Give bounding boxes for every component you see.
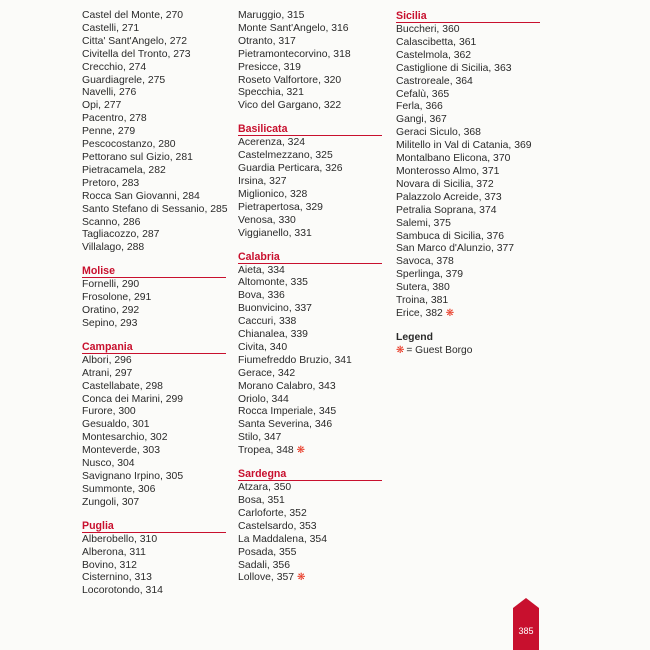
entry-text: Atzara, 350	[238, 482, 292, 494]
legend-row	[396, 344, 546, 357]
index-entry	[396, 37, 546, 50]
entry-text: Rocca San Giovanni, 284	[82, 190, 200, 202]
entry-text: Tagliacozzo, 287	[82, 229, 160, 241]
entry-text: Vico del Gargano, 322	[238, 100, 342, 112]
index-entry	[82, 458, 232, 471]
entry-text: Alberobello, 310	[82, 533, 158, 545]
index-entry	[82, 534, 232, 547]
guest-borgo-star-icon: ❋	[296, 445, 306, 457]
entry-text: Caccuri, 338	[238, 316, 297, 328]
index-entry	[82, 178, 232, 191]
section-sicilia	[396, 10, 546, 321]
index-entry	[238, 381, 388, 394]
entry-text: Sadali, 356	[238, 559, 290, 571]
index-entry	[238, 75, 388, 88]
index-entry	[238, 432, 388, 445]
entry-text: Villalago, 288	[82, 242, 145, 254]
entry-text: Penne, 279	[82, 126, 136, 138]
index-entry	[238, 36, 388, 49]
index-entry	[238, 176, 388, 189]
entry-text: Maruggio, 315	[238, 10, 305, 21]
entry-text: Erice, 382	[396, 307, 443, 319]
entry-text: Castelli, 271	[82, 22, 140, 34]
entry-text: Fiumefreddo Bruzio, 341	[238, 354, 352, 366]
entry-text: Furore, 300	[82, 406, 136, 418]
entry-text: Bovino, 312	[82, 559, 137, 571]
index-entry	[238, 329, 388, 342]
entry-text: Pettorano sul Gizio, 281	[82, 151, 193, 163]
entry-text: Pescocostanzo, 280	[82, 139, 176, 151]
entry-text: Guardia Perticara, 326	[238, 163, 343, 175]
entry-text: Savoca, 378	[396, 256, 454, 268]
entry-list	[238, 265, 388, 459]
entry-list	[238, 10, 388, 113]
entry-text: La Maddalena, 354	[238, 533, 327, 545]
index-entry	[238, 62, 388, 75]
entry-text: Sepino, 293	[82, 317, 138, 329]
entry-text: Frosolone, 291	[82, 292, 152, 304]
index-entry	[396, 282, 546, 295]
index-entry	[396, 192, 546, 205]
entry-text: Carloforte, 352	[238, 507, 307, 519]
index-entry	[238, 228, 388, 241]
index-entry	[238, 508, 388, 521]
section-heading: Sicilia	[396, 10, 540, 23]
index-entry	[82, 419, 232, 432]
entry-list	[82, 534, 232, 599]
entry-text: Castelmezzano, 325	[238, 150, 333, 162]
index-entry	[82, 229, 232, 242]
entry-text: Sutera, 380	[396, 282, 450, 294]
entry-list	[396, 24, 546, 321]
entry-text: Castel del Monte, 270	[82, 10, 184, 21]
entry-text: Gangi, 367	[396, 114, 447, 126]
entry-text: Geraci Siculo, 368	[396, 127, 481, 139]
entry-text: Presicce, 319	[238, 61, 301, 73]
entry-text: Pietracamela, 282	[82, 164, 166, 176]
entry-text: Santa Severina, 346	[238, 419, 333, 431]
index-entry	[238, 49, 388, 62]
entry-list	[238, 482, 388, 585]
index-entry	[82, 355, 232, 368]
entry-text: Specchia, 321	[238, 87, 304, 99]
index-column-1	[82, 10, 232, 598]
index-entry	[238, 534, 388, 547]
index-entry	[396, 63, 546, 76]
index-entry	[82, 126, 232, 139]
section-heading: Basilicata	[238, 123, 382, 136]
entry-text: Acerenza, 324	[238, 137, 306, 149]
entry-text: Alberona, 311	[82, 546, 146, 558]
index-entry	[82, 217, 232, 230]
entry-text: Troina, 381	[396, 295, 449, 307]
index-entry	[238, 419, 388, 432]
section-molise	[82, 265, 232, 331]
index-entry	[82, 23, 232, 36]
entry-text: Civitella del Tronto, 273	[82, 48, 191, 60]
entry-text: Navelli, 276	[82, 87, 137, 99]
entry-text: Venosa, 330	[238, 214, 296, 226]
entry-text: Summonte, 306	[82, 483, 156, 495]
index-entry	[238, 342, 388, 355]
index-entry	[238, 368, 388, 381]
legend-title: Legend	[396, 331, 433, 343]
entry-text: Oriolo, 344	[238, 393, 289, 405]
index-entry	[82, 139, 232, 152]
entry-text: Pacentro, 278	[82, 113, 147, 125]
index-entry	[82, 279, 232, 292]
entry-text: Zungoli, 307	[82, 496, 140, 508]
entry-text: Santo Stefano di Sessanio, 285	[82, 203, 228, 215]
index-entry	[396, 140, 546, 153]
index-entry	[238, 290, 388, 303]
index-entry	[396, 218, 546, 231]
index-entry	[82, 62, 232, 75]
index-entry	[82, 394, 232, 407]
entry-text: Savignano Irpino, 305	[82, 471, 184, 482]
index-entry	[82, 10, 232, 23]
entry-text: Palazzolo Acreide, 373	[396, 191, 502, 203]
index-entry	[82, 113, 232, 126]
entry-text: Sambuca di Sicilia, 376	[396, 230, 505, 242]
entry-text: Scanno, 286	[82, 216, 141, 228]
entry-text: Castiglione di Sicilia, 363	[396, 62, 512, 74]
index-entry	[396, 76, 546, 89]
index-entry	[82, 368, 232, 381]
index-entry	[238, 521, 388, 534]
index-entry	[238, 572, 388, 585]
index-entry	[82, 75, 232, 88]
index-entry	[82, 305, 232, 318]
index-entry	[396, 308, 546, 321]
index-column-3	[396, 10, 546, 357]
entry-text: Monte Sant'Angelo, 316	[238, 22, 349, 34]
index-entry	[238, 215, 388, 228]
entry-text: Salemi, 375	[396, 217, 451, 229]
entry-text: Conca dei Marini, 299	[82, 393, 184, 405]
entry-text: Chianalea, 339	[238, 329, 308, 341]
index-entry	[82, 242, 232, 255]
entry-list	[82, 355, 232, 510]
index-entry	[238, 394, 388, 407]
entry-text: Oratino, 292	[82, 305, 140, 317]
index-entry	[238, 150, 388, 163]
entry-text: Opi, 277	[82, 100, 122, 112]
index-entry	[238, 316, 388, 329]
index-entry	[238, 202, 388, 215]
entry-text: Otranto, 317	[238, 35, 296, 47]
index-entry	[82, 292, 232, 305]
entry-text: Montalbano Elicona, 370	[396, 153, 511, 165]
index-entry	[396, 24, 546, 37]
index-entry	[82, 191, 232, 204]
star-icon: ❋	[396, 344, 405, 356]
index-entry	[238, 10, 388, 23]
index-entry	[82, 585, 232, 598]
entry-text: Castroreale, 364	[396, 75, 473, 87]
index-entry	[238, 137, 388, 150]
entry-text: Tropea, 348	[238, 445, 294, 457]
entry-text: Rocca Imperiale, 345	[238, 406, 337, 418]
entry-text: Citta' Sant'Angelo, 272	[82, 35, 188, 47]
section-heading: Calabria	[238, 251, 382, 264]
section-basilicata	[238, 123, 388, 240]
entry-list	[82, 10, 232, 255]
entry-list	[238, 137, 388, 240]
entry-text: Buccheri, 360	[396, 24, 460, 35]
entry-text: Calascibetta, 361	[396, 36, 477, 48]
index-entry	[238, 189, 388, 202]
entry-text: Montesarchio, 302	[82, 432, 168, 444]
entry-text: Castelmola, 362	[396, 49, 472, 61]
section-puglia	[82, 520, 232, 599]
entry-text: Lollove, 357	[238, 572, 295, 584]
section-heading: Campania	[82, 341, 226, 354]
index-entry	[238, 445, 388, 458]
index-entry	[238, 406, 388, 419]
index-entry	[82, 471, 232, 484]
index-entry	[396, 114, 546, 127]
index-entry	[82, 560, 232, 573]
index-entry	[396, 166, 546, 179]
index-entry	[238, 265, 388, 278]
index-entry	[396, 89, 546, 102]
index-entry	[82, 87, 232, 100]
index-entry	[396, 295, 546, 308]
index-entry	[238, 547, 388, 560]
index-entry	[82, 165, 232, 178]
index-entry	[238, 560, 388, 573]
index-entry	[396, 269, 546, 282]
index-entry	[82, 49, 232, 62]
index-entry	[82, 204, 232, 217]
index-entry	[238, 495, 388, 508]
entry-text: Monterosso Almo, 371	[396, 165, 500, 177]
entry-text: Pietrapertosa, 329	[238, 201, 323, 213]
entry-text: Castellabate, 298	[82, 380, 163, 392]
legend-label: = Guest Borgo	[406, 344, 473, 356]
entry-text: Fornelli, 290	[82, 279, 140, 291]
entry-text: Sperlinga, 379	[396, 269, 464, 281]
index-entry	[396, 231, 546, 244]
entry-text: Nusco, 304	[82, 458, 135, 470]
index-entry	[238, 100, 388, 113]
entry-text: Morano Calabro, 343	[238, 380, 336, 392]
entry-text: Monteverde, 303	[82, 445, 160, 457]
entry-text: Castelsardo, 353	[238, 520, 317, 532]
section-heading: Molise	[82, 265, 226, 278]
entry-text: Irsina, 327	[238, 175, 287, 187]
index-entry	[238, 482, 388, 495]
index-entry	[238, 163, 388, 176]
index-entry	[396, 153, 546, 166]
section-campania	[82, 341, 232, 510]
entry-text: Militello in Val di Catania, 369	[396, 140, 532, 152]
index-entry	[82, 547, 232, 560]
index-entry	[82, 152, 232, 165]
entry-text: Ferla, 366	[396, 101, 443, 113]
page-number: 385	[518, 626, 534, 636]
index-entry	[396, 256, 546, 269]
index-entry	[396, 127, 546, 140]
index-entry	[82, 381, 232, 394]
index-entry	[396, 179, 546, 192]
entry-text: Cefalù, 365	[396, 88, 450, 100]
entry-text: San Marco d'Alunzio, 377	[396, 243, 515, 255]
entry-text: Buonvicino, 337	[238, 303, 312, 315]
index-entry	[82, 497, 232, 510]
index-entry	[82, 100, 232, 113]
entry-text: Petralia Soprana, 374	[396, 204, 497, 216]
entry-text: Gesualdo, 301	[82, 419, 150, 431]
entry-text: Cisternino, 313	[82, 572, 152, 584]
index-entry	[82, 445, 232, 458]
section-sardegna	[238, 468, 388, 585]
entry-text: Novara di Sicilia, 372	[396, 178, 494, 190]
index-entry	[396, 205, 546, 218]
index-column-2	[238, 10, 388, 585]
section-heading: Sardegna	[238, 468, 382, 481]
entry-text: Miglionico, 328	[238, 188, 308, 200]
entry-text: Altomonte, 335	[238, 277, 308, 289]
entry-text: Guardiagrele, 275	[82, 74, 166, 86]
entry-text: Atrani, 297	[82, 367, 133, 379]
index-entry	[82, 406, 232, 419]
index-entry	[238, 303, 388, 316]
index-entry	[396, 50, 546, 63]
entry-text: Locorotondo, 314	[82, 585, 163, 597]
section-calabria	[238, 251, 388, 459]
index-entry	[396, 101, 546, 114]
entry-text: Roseto Valfortore, 320	[238, 74, 342, 86]
entry-list	[82, 279, 232, 331]
entry-text: Viggianello, 331	[238, 227, 312, 239]
entry-text: Pietramontecorvino, 318	[238, 48, 351, 60]
guest-borgo-star-icon: ❋	[445, 307, 455, 319]
index-entry	[82, 432, 232, 445]
index-entry	[396, 243, 546, 256]
entry-text: Crecchio, 274	[82, 61, 147, 73]
entry-text: Albori, 296	[82, 354, 132, 366]
tab-notch	[513, 598, 539, 608]
entry-text: Stilo, 347	[238, 432, 282, 444]
index-entry	[82, 318, 232, 331]
page-number-tab	[513, 598, 539, 650]
entry-text: Bosa, 351	[238, 495, 285, 506]
section-heading: Puglia	[82, 520, 226, 533]
entry-text: Civita, 340	[238, 341, 288, 353]
entry-text: Posada, 355	[238, 546, 297, 558]
entry-text: Gerace, 342	[238, 367, 296, 379]
entry-text: Aieta, 334	[238, 264, 285, 276]
guest-borgo-star-icon: ❋	[297, 572, 306, 584]
index-entry	[238, 87, 388, 100]
index-entry	[82, 36, 232, 49]
index-entry	[82, 484, 232, 497]
index-entry	[82, 572, 232, 585]
index-entry	[238, 277, 388, 290]
legend	[396, 331, 546, 357]
entry-text: Pretoro, 283	[82, 177, 140, 189]
entry-text: Bova, 336	[238, 290, 285, 302]
index-entry	[238, 23, 388, 36]
index-entry	[238, 355, 388, 368]
